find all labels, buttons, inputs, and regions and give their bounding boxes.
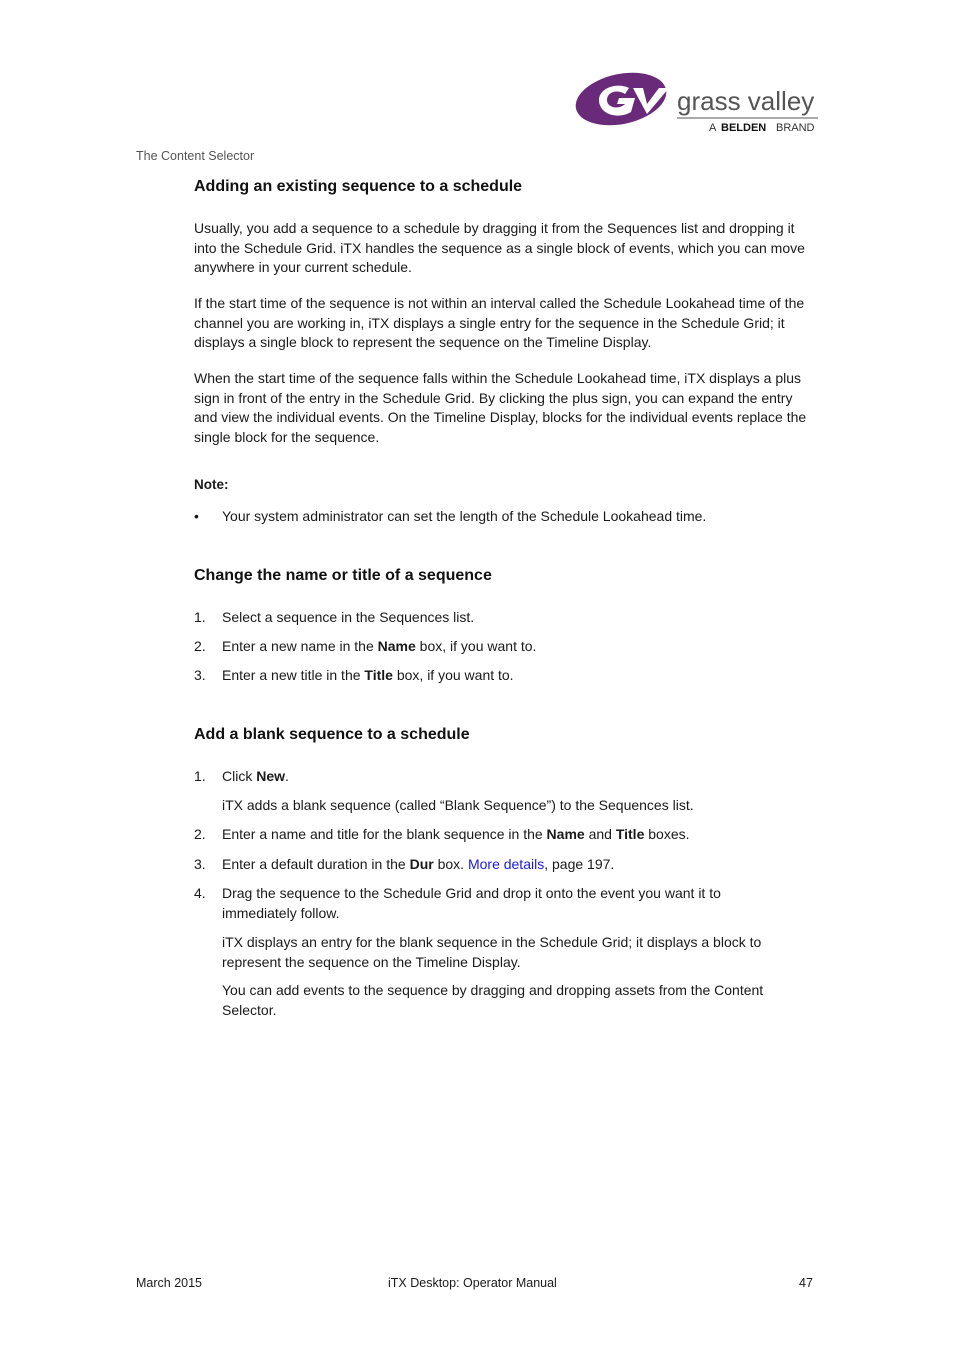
note-label: Note: [194,477,229,492]
step-note: iTX adds a blank sequence (called “Blank Sequence”) to the Sequences list. [222,797,694,813]
logo-tagline-suffix: BRAND [776,122,815,134]
step-number: 1. [194,768,206,784]
section-heading-existing-sequence: Adding an existing sequence to a schedule [194,178,523,195]
bullet-text: Your system administrator can set the length of the Schedule Lookahead time. [222,508,707,524]
paragraph: Usually, you add a sequence to a schedule by dragging it from the Sequences list and dropping it into the Schedule Grid. iTX handles the sequence as a single block of events, which you can move anywhere in your current schedule. [194,220,805,275]
step-text: Enter a new title in the Title box, if you want to. [222,667,514,683]
ui-term-name: Name [546,826,585,842]
step-number: 4. [194,885,206,901]
step-number: 1. [194,609,206,625]
section-heading-change-name: Change the name or title of a sequence [194,567,492,584]
ui-term-dur: Dur [409,856,434,872]
list-item [194,666,824,686]
logo-tagline-brand: BELDEN [721,122,767,134]
logo-wordmark: grass valley [677,86,815,116]
list-item [194,825,824,845]
ui-term-title: Title [615,826,645,842]
step-number: 2. [194,826,206,842]
step-number: 3. [194,667,206,683]
bullet-icon: • [194,508,199,524]
bullet-item [194,507,824,527]
list-item [194,637,824,657]
grass-valley-logo [573,70,823,134]
step-text: Select a sequence in the Sequences list. [222,609,475,625]
list-item [194,767,824,787]
footer-title: iTX Desktop: Operator Manual [388,1276,557,1290]
list-item [194,608,824,628]
step-text: Enter a default duration in the Dur box. More details, page 197. [222,856,615,872]
step-number: 3. [194,856,206,872]
step-number: 2. [194,638,206,654]
list-item [194,855,824,875]
step-note: iTX displays an entry for the blank sequence in the Schedule Grid; it displays a block to represent the sequence on the Timeline Display. [222,934,762,970]
list-item [194,884,824,924]
step-text: Drag the sequence to the Schedule Grid and drop it onto the event you want it to immediately follow. [222,885,721,921]
section-heading-blank-sequence: Add a blank sequence to a schedule [194,726,470,743]
step-note: You can add events to the sequence by dragging and dropping assets from the Content Selector. [222,982,764,1018]
step-text: Click New. [222,768,289,784]
more-details-link[interactable]: More details [467,856,545,872]
ui-term-title: Title [364,667,393,683]
paragraph: If the start time of the sequence is not within an interval called the Schedule Lookahead time of the channel you are working in, iTX displays a single entry for the sequence in the Schedule Grid; it displays a single block to represent the sequence on the Timeline Display. [194,295,805,350]
step-text: Enter a new name in the Name box, if you want to. [222,638,537,654]
ui-term-new: New [256,768,286,784]
step-text: Enter a name and title for the blank sequence in the Name and Title boxes. [222,826,690,842]
running-head: The Content Selector [136,149,255,163]
paragraph: When the start time of the sequence falls within the Schedule Lookahead time, iTX displays a plus sign in front of the entry in the Schedule Grid. By clicking the plus sign, you can expand the entry and view the individual events. On the Timeline Display, blocks for the individual events replace the single block for the sequence. [194,370,807,445]
footer-date: March 2015 [136,1276,203,1290]
ui-term-name: Name [377,638,416,654]
page-number: 47 [799,1276,813,1290]
logo-tagline-prefix: A [709,122,717,134]
